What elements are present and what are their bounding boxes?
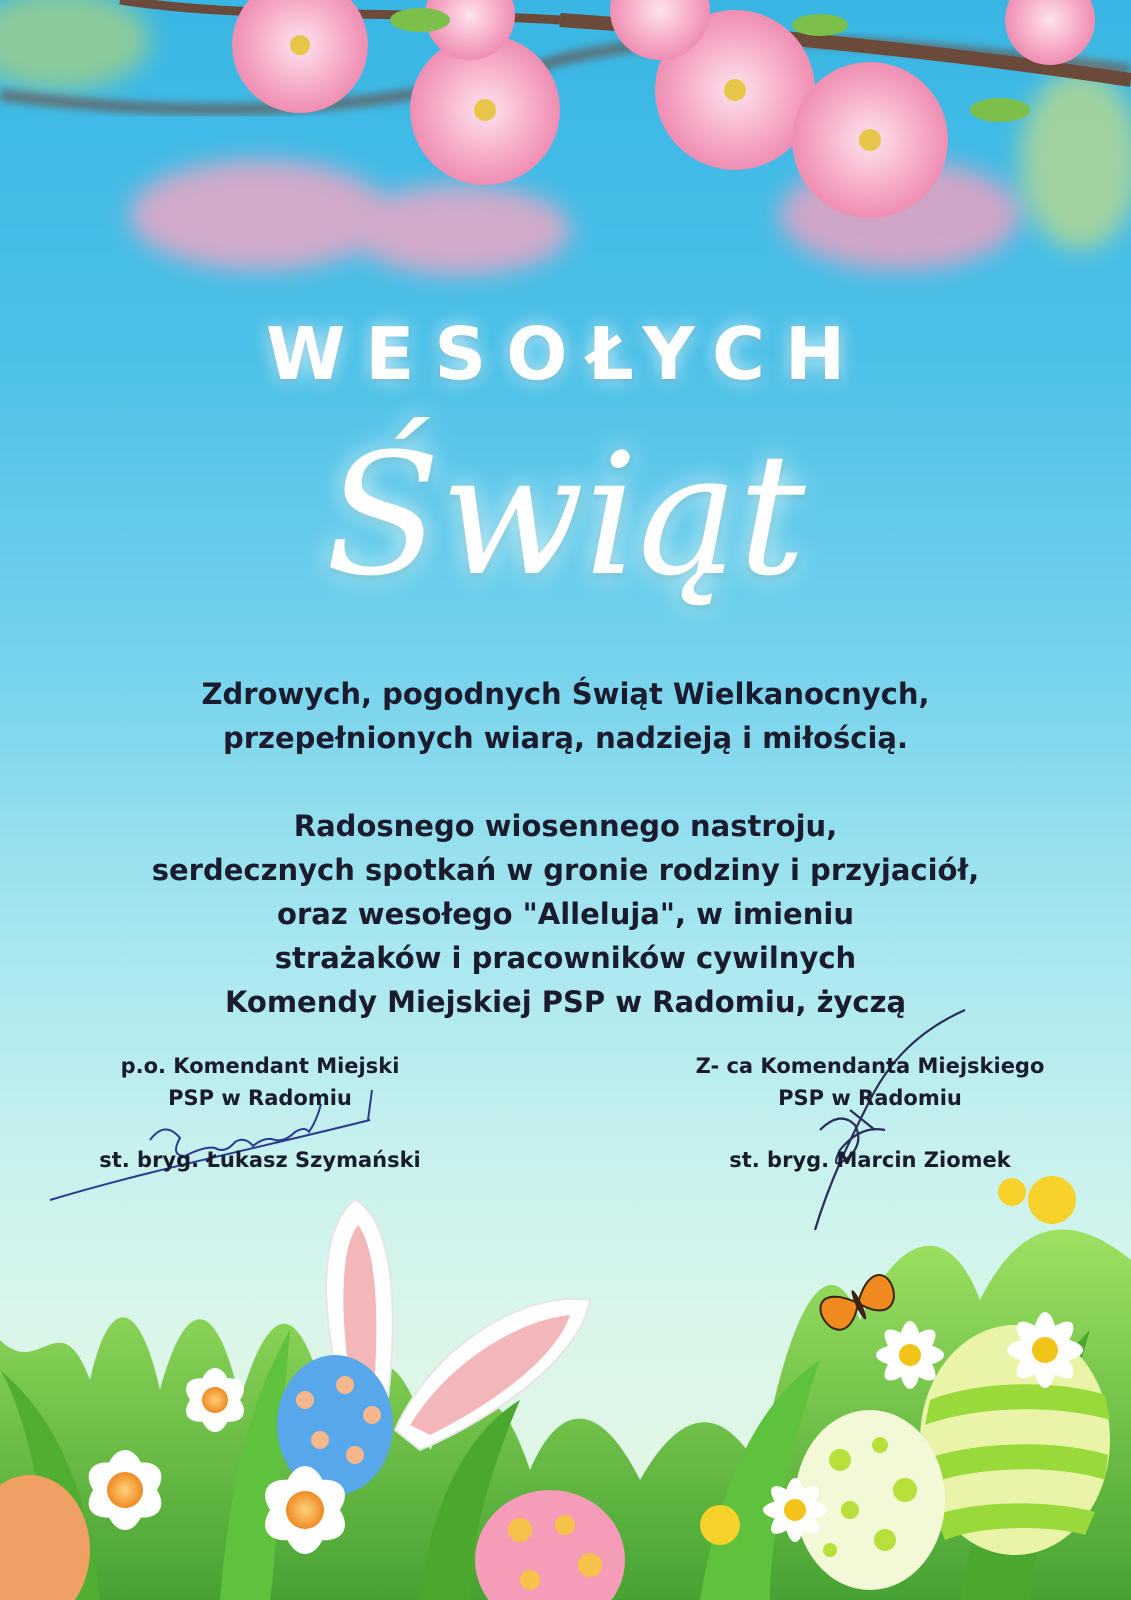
heading-line-1: WESOŁYCH (265, 312, 866, 396)
greeting-line: przepełnionych wiarą, nadzieją i miłością. (223, 721, 908, 755)
greeting-line: strażaków i pracowników cywilnych (274, 941, 857, 975)
signatory-title: Z- ca Komendanta Miejskiego (695, 1054, 1045, 1078)
signatory-block-right (660, 1050, 1080, 1176)
greeting-paragraph-2 (0, 804, 1131, 1024)
greeting-line: Zdrowych, pogodnych Świąt Wielkanocnych, (201, 677, 930, 711)
greeting-line: Radosnego wiosennego nastroju, (293, 809, 838, 843)
signatory-unit: PSP w Radomiu (778, 1086, 962, 1110)
greeting-line: oraz wesołego "Alleluja", w imieniu (277, 897, 854, 931)
heading-line-2: Świąt (325, 417, 806, 613)
signatory-name: st. bryg. Łukasz Szymański (99, 1148, 421, 1172)
signatory-name: st. bryg. Marcin Ziomek (729, 1148, 1011, 1172)
signatory-title: p.o. Komendant Miejski (120, 1054, 400, 1078)
greeting-line: Komendy Miejskiej PSP w Radomiu, życzą (224, 985, 907, 1019)
greeting-line: serdecznych spotkań w gronie rodziny i przyjaciół, (151, 853, 980, 887)
signatory-unit: PSP w Radomiu (168, 1086, 352, 1110)
greeting-paragraph-1 (0, 672, 1131, 760)
blossom-branch-decoration (0, 0, 1131, 275)
signatory-block-left (60, 1050, 460, 1176)
